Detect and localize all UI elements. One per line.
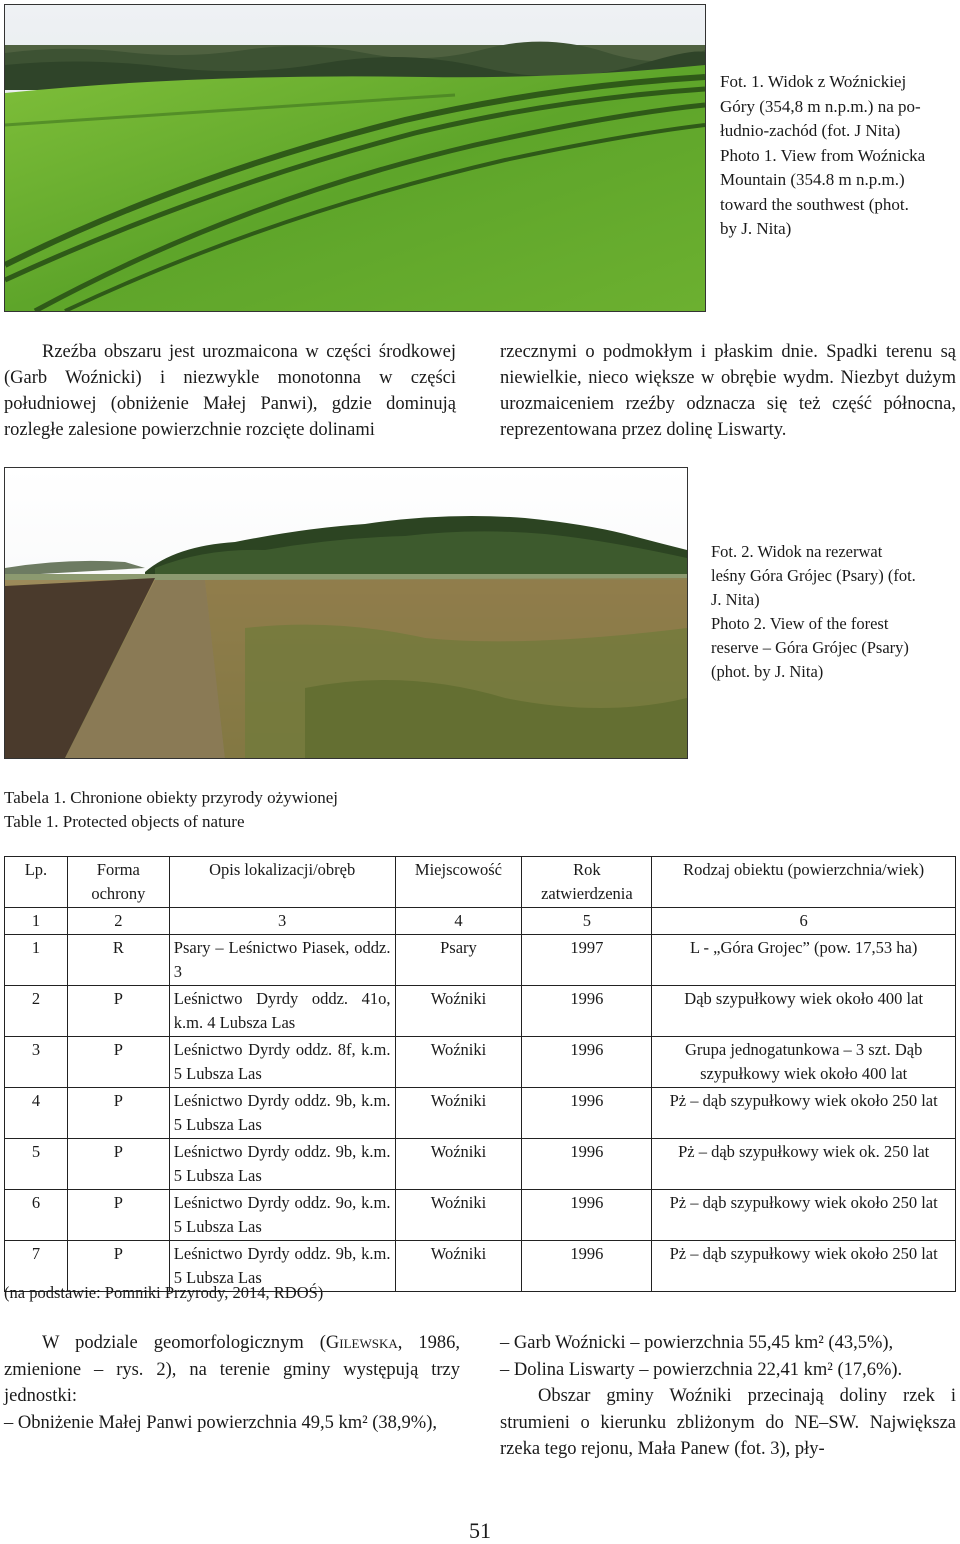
- photo1-caption: [720, 70, 956, 242]
- column-number: 6: [652, 908, 956, 935]
- cell-forma: P: [67, 1190, 169, 1241]
- column-number: 3: [169, 908, 395, 935]
- geomorphology-text-left: [4, 1330, 460, 1436]
- caption-line: Photo 2. View of the forest: [711, 614, 889, 633]
- header-rodzaj: Rodzaj obiektu (powierzchnia/wiek): [652, 857, 956, 908]
- cell-opis: Leśnictwo Dyrdy oddz. 8f, k.m. 5 Lubsza Las: [169, 1037, 395, 1088]
- caption-line: Góry (354,8 m n.p.m.) na po-: [720, 96, 921, 116]
- cell-forma: P: [67, 986, 169, 1037]
- cell-miejscowosc: Woźniki: [395, 1088, 522, 1139]
- cell-rodzaj: Pż – dąb szypułkowy wiek około 250 lat: [652, 1241, 956, 1292]
- cell-rok: 1996: [522, 1139, 652, 1190]
- column-number: 1: [5, 908, 68, 935]
- table-title: [4, 786, 338, 834]
- caption-line: Photo 1. View from Woźnicka: [720, 145, 926, 165]
- column-number: 5: [522, 908, 652, 935]
- header-lp: Lp.: [5, 857, 68, 908]
- column-number-row: [5, 908, 956, 935]
- cell-miejscowosc: Woźniki: [395, 1139, 522, 1190]
- cell-rodzaj: Grupa jednogatunkowa – 3 szt. Dąb szypułkowy wiek około 400 lat: [652, 1037, 956, 1088]
- protected-objects-table: [4, 856, 956, 1292]
- rivers-paragraph: Obszar gminy Woźniki przecinają doliny rzek i strumieni o kierunku zbliżonym do NE–SW. Największa rzeka tego rejonu, Mała Panew (fot. 3), pły-: [500, 1386, 956, 1459]
- header-miejscowosc: Miejscowość: [395, 857, 522, 908]
- table-row: [5, 1037, 956, 1088]
- cell-miejscowosc: Psary: [395, 935, 522, 986]
- cell-forma: R: [67, 935, 169, 986]
- cell-lp: 5: [5, 1139, 68, 1190]
- caption-line: reserve – Góra Grójec (Psary): [711, 638, 909, 657]
- table-row: [5, 935, 956, 986]
- unit-list-item: – Dolina Liswarty – powierzchnia 22,41 km² (17,6%).: [500, 1359, 903, 1380]
- header-rok: Rok zatwierdzenia: [522, 857, 652, 908]
- author-citation: Gilewska: [325, 1333, 398, 1353]
- page-number: 51: [469, 1518, 491, 1543]
- cell-rodzaj: Dąb szypułkowy wiek około 400 lat: [652, 986, 956, 1037]
- cell-miejscowosc: Woźniki: [395, 986, 522, 1037]
- table-row: [5, 1088, 956, 1139]
- header-forma: Forma ochrony: [67, 857, 169, 908]
- cell-lp: 4: [5, 1088, 68, 1139]
- field-photo-illustration: [5, 5, 705, 311]
- cell-miejscowosc: Woźniki: [395, 1241, 522, 1292]
- table-title-en: Table 1. Protected objects of nature: [4, 812, 245, 831]
- table-header-row: [5, 857, 956, 908]
- table-row: [5, 986, 956, 1037]
- cell-lp: 3: [5, 1037, 68, 1088]
- geomorphology-paragraph: [4, 1330, 460, 1410]
- geomorphology-text-right: [500, 1330, 956, 1463]
- cell-opis: Leśnictwo Dyrdy oddz. 9b, k.m. 5 Lubsza Las: [169, 1139, 395, 1190]
- table-row: [5, 1190, 956, 1241]
- cell-rok: 1996: [522, 986, 652, 1037]
- cell-forma: P: [67, 1088, 169, 1139]
- cell-lp: 2: [5, 986, 68, 1037]
- intro-text-left: Rzeźba obszaru jest urozmaicona w części środkowej (Garb Woźnicki) i niezwykle monotonna w części południowej (obniżenie Małej Panwi), gdzie dominują rozległe zalesione powierzchnie rozcięte dolinami: [4, 342, 456, 440]
- cell-rok: 1996: [522, 1190, 652, 1241]
- table-row: [5, 1139, 956, 1190]
- cell-rodzaj: Pż – dąb szypułkowy wiek około 250 lat: [652, 1088, 956, 1139]
- cell-miejscowosc: Woźniki: [395, 1190, 522, 1241]
- cell-rodzaj: Pż – dąb szypułkowy wiek około 250 lat: [652, 1190, 956, 1241]
- photo-forest-reserve: [4, 467, 688, 759]
- unit-list-item: – Obniżenie Małej Panwi powierzchnia 49,5 km² (38,9%),: [4, 1412, 437, 1433]
- cell-lp: 7: [5, 1241, 68, 1292]
- table-source-note: (na podstawie: Pomniki Przyrody, 2014, RDOŚ): [4, 1283, 324, 1302]
- cell-forma: P: [67, 1241, 169, 1292]
- caption-line: J. Nita): [711, 590, 760, 609]
- cell-rok: 1996: [522, 1088, 652, 1139]
- caption-line: Fot. 1. Widok z Woźnickiej: [720, 72, 907, 91]
- caption-line: Mountain (354.8 m n.p.m.): [720, 170, 905, 189]
- table-title-pl: Tabela 1. Chronione obiekty przyrody ożywionej: [4, 788, 338, 807]
- cell-lp: 1: [5, 935, 68, 986]
- header-opis: Opis lokalizacji/obręb: [169, 857, 395, 908]
- photo2-caption: [711, 540, 957, 684]
- cell-rok: 1996: [522, 1037, 652, 1088]
- caption-line: toward the southwest (phot.: [720, 194, 909, 214]
- cell-forma: P: [67, 1139, 169, 1190]
- photo-field-view: [4, 4, 706, 312]
- intro-text-right: rzecznymi o podmokłym i płaskim dnie. Spadki terenu są niewielkie, nieco większe w obrębie wydm. Niezbyt dużym urozmaiceniem rzeźby odznacza się też część północna, reprezentowana przez dolinę Liswarty.: [500, 342, 956, 440]
- cell-rok: 1996: [522, 1241, 652, 1292]
- cell-opis: Leśnictwo Dyrdy oddz. 41o, k.m. 4 Lubsza Las: [169, 986, 395, 1037]
- caption-line: by J. Nita): [720, 219, 792, 238]
- cell-opis: Leśnictwo Dyrdy oddz. 9o, k.m. 5 Lubsza Las: [169, 1190, 395, 1241]
- cell-opis: Psary – Leśnictwo Piasek, oddz. 3: [169, 935, 395, 986]
- column-number: 2: [67, 908, 169, 935]
- caption-line: leśny Góra Grójec (Psary) (fot.: [711, 566, 916, 585]
- cell-forma: P: [67, 1037, 169, 1088]
- cell-rok: 1997: [522, 935, 652, 986]
- cell-rodzaj: L - „Góra Grojec” (pow. 17,53 ha): [652, 935, 956, 986]
- caption-line: łudnio-zachód (fot. J Nita): [720, 121, 901, 140]
- forest-photo-illustration: [5, 468, 687, 758]
- column-number: 4: [395, 908, 522, 935]
- cell-opis: Leśnictwo Dyrdy oddz. 9b, k.m. 5 Lubsza Las: [169, 1241, 395, 1292]
- caption-line: Fot. 2. Widok na rezerwat: [711, 542, 883, 561]
- caption-line: (phot. by J. Nita): [711, 662, 824, 681]
- unit-list-item: – Garb Woźnicki – powierzchnia 55,45 km² (43,5%),: [500, 1333, 894, 1353]
- cell-opis: Leśnictwo Dyrdy oddz. 9b, k.m. 5 Lubsza Las: [169, 1088, 395, 1139]
- cell-miejscowosc: Woźniki: [395, 1037, 522, 1088]
- paragraph-rest: , 1986, zmienione – rys. 2), na terenie gminy występują trzy jednostki:: [4, 1333, 461, 1406]
- paragraph-start: W podziale geomorfologicznym (: [42, 1333, 326, 1353]
- cell-rodzaj: Pż – dąb szypułkowy wiek ok. 250 lat: [652, 1139, 956, 1190]
- cell-lp: 6: [5, 1190, 68, 1241]
